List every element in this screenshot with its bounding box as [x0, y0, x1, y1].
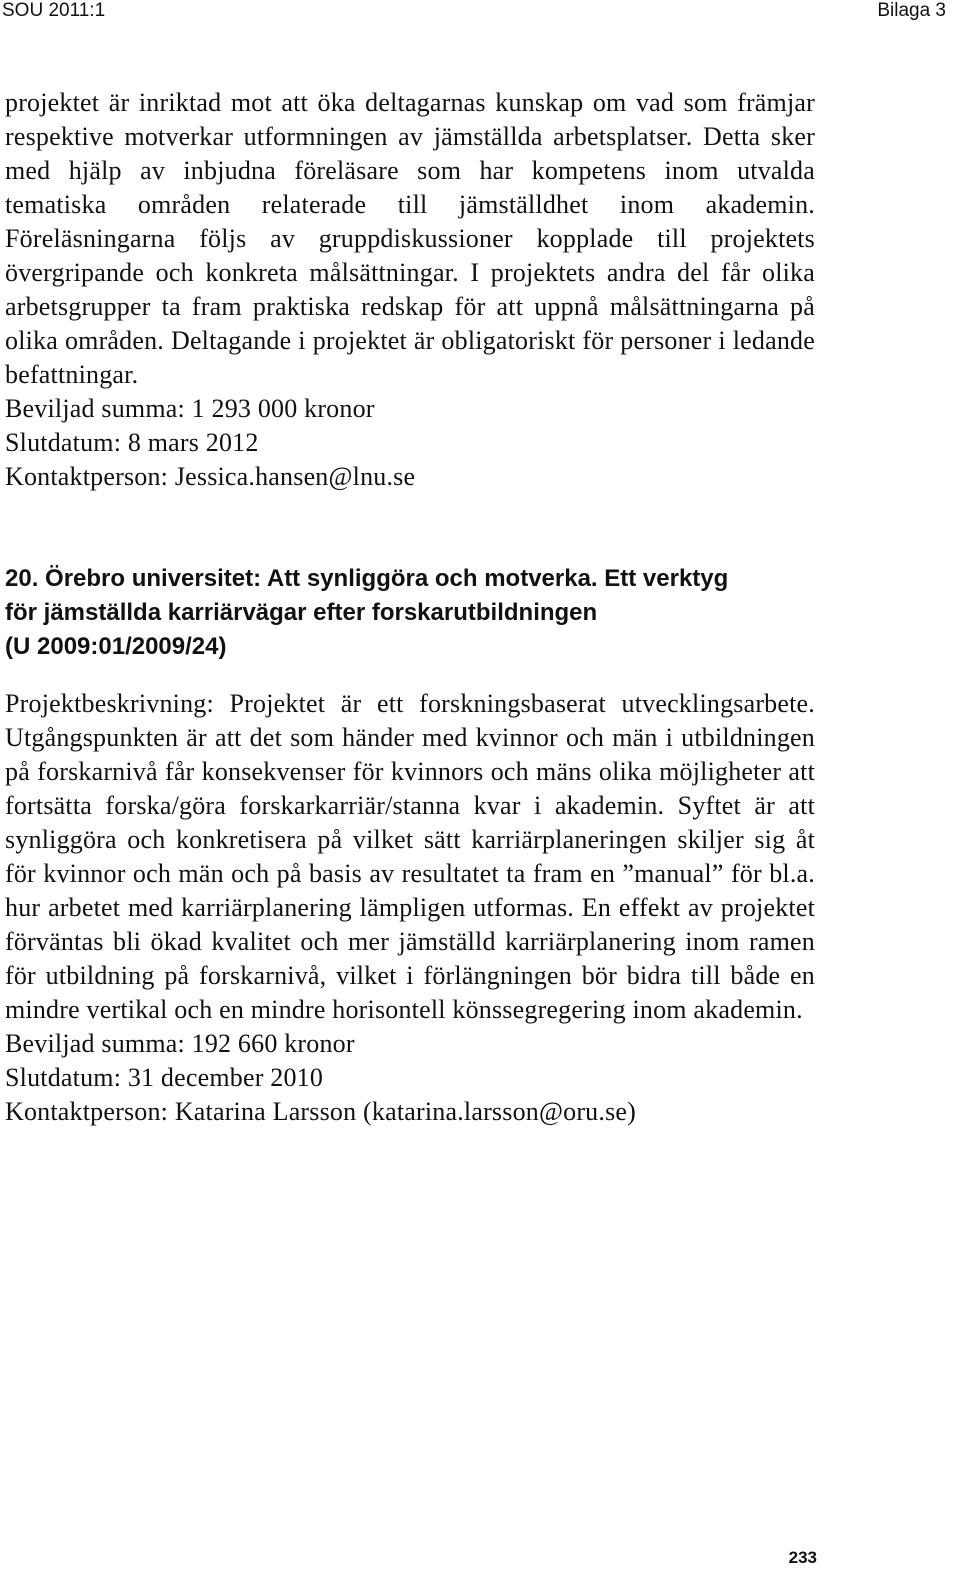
section-20-heading-line-3: (U 2009:01/2009/24)	[5, 633, 227, 660]
section-20-heading-line-2: för jämställda karriärvägar efter forskarutbildningen	[5, 599, 598, 626]
project-20-body	[5, 687, 815, 1129]
amount-label: Beviljad summa:	[5, 394, 185, 423]
project-19-amount	[5, 392, 815, 426]
contact-label: Kontaktperson:	[5, 462, 169, 491]
section-20-heading	[5, 562, 825, 664]
enddate-label: Slutdatum:	[5, 1063, 122, 1092]
amount-label: Beviljad summa:	[5, 1029, 185, 1058]
project-20-amount	[5, 1027, 815, 1061]
project-19-enddate	[5, 426, 815, 460]
amount-value: 1 293 000 kronor	[191, 394, 375, 423]
project-19-contact	[5, 460, 815, 494]
project-19-continuation	[5, 86, 815, 494]
description-label: Projektbeskrivning:	[5, 689, 214, 718]
enddate-value: 31 december 2010	[127, 1063, 324, 1092]
document-reference: SOU 2011:1	[2, 0, 106, 21]
enddate-label: Slutdatum:	[5, 428, 122, 457]
project-20-contact	[5, 1095, 815, 1129]
project-19-description: projektet är inriktad mot att öka deltagarnas kunskap om vad som främjar respektive motverkar utformningen av jämställda arbetsplatser. Detta sker med hjälp av inbjudna föreläsare som har kompetens inom utvalda tematiska områden relaterade till jämställdhet inom akademin. Föreläsningarna följs av gruppdiskussioner kopplade till projektets övergripande och konkreta målsättningar. I projektets andra del får olika arbetsgrupper ta fram praktiska redskap för att uppnå målsättningarna på olika områden. Deltagande i projektet är obligatoriskt för personer i ledande befattningar.	[5, 88, 815, 389]
amount-value: 192 660 kronor	[191, 1029, 355, 1058]
description-text: Projektet är ett forskningsbaserat utvecklingsarbete. Utgångspunkten är att det som händer med kvinnor och män i utbildningen på forskarnivå får konsekvenser för kvinnors och mäns olika möjligheter att fortsätta forska/göra forskarkarriär/stanna kvar i akademin. Syftet är att synliggöra och konkretisera på vilket sätt karriärplaneringen skiljer sig åt för kvinnor och män och på basis av resultatet ta fram en ”manual” för bl.a. hur arbetet med karriärplanering lämpligen utformas. En effekt av projektet förväntas bli ökad kvalitet och mer jämställd karriärplanering inom ramen för utbildning på forskarnivå, vilket i förlängningen bör bidra till både en mindre vertikal och en mindre horisontell könssegregering inom akademin.	[5, 689, 815, 1024]
contact-label: Kontaktperson:	[5, 1097, 169, 1126]
page-number: 233	[788, 1548, 817, 1567]
appendix-label: Bilaga 3	[877, 0, 946, 21]
enddate-value: 8 mars 2012	[127, 428, 259, 457]
project-20-description	[5, 687, 815, 1027]
project-20-enddate	[5, 1061, 815, 1095]
contact-value: Jessica.hansen@lnu.se	[174, 462, 416, 491]
section-20-heading-line-1: 20. Örebro universitet: Att synliggöra och motverka. Ett verktyg	[5, 565, 729, 592]
contact-value: Katarina Larsson (katarina.larsson@oru.se)	[174, 1097, 636, 1126]
